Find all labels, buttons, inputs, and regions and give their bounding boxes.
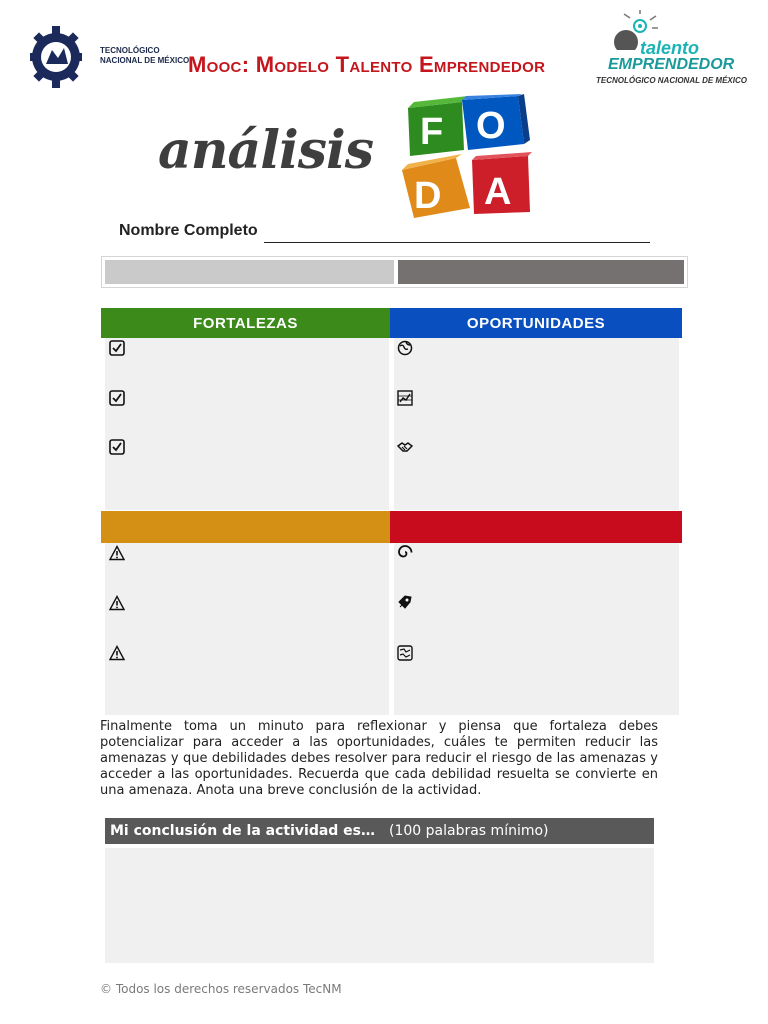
conclusion-header [105,818,654,844]
svg-text:O: O [476,105,506,147]
gear-seal-icon [30,24,82,90]
conclusion-textarea[interactable] [105,848,654,963]
amenazas-cell[interactable] [394,543,679,715]
info-bar-left[interactable] [105,260,394,284]
debilidades-cell[interactable] [105,543,389,715]
debilidades-header [101,511,390,543]
block-d [402,154,470,218]
handshake-icon [397,439,413,455]
oportunidades-header: OPORTUNIDADES [390,308,682,338]
info-bar-right[interactable] [398,260,684,284]
copyright-footer: © Todos los derechos reservados TecNM [100,982,342,996]
warning-icon [109,595,125,611]
institution-line-2: NACIONAL DE MÉXICO [100,56,190,65]
block-f [408,96,468,156]
analisis-title: análisis [158,120,374,181]
brand-emprendedor: EMPRENDEDOR [608,56,735,73]
svg-text:F: F [420,111,444,153]
reflection-paragraph: Finalmente toma un minuto para reflexionar y piensa que fortaleza debes potencializar para acceder a las oportunidades, cuáles te permiten reducir las amenazas y que debilidades debes resolver para reducir el riesgo de las amenazas y acceder a las oportunidades. Recuerda que cada debilidad resuelta se convierte en una amenaza. Anota una breve conclusión de la actividad. [100,719,658,798]
spiral-icon [397,544,413,560]
institution-name [100,46,189,66]
chart-icon [397,390,413,406]
name-label: Nombre Completo [119,222,258,239]
conclusion-note: (100 palabras mínimo) [389,823,549,839]
block-o [462,94,530,150]
brand-talento: talento [640,38,700,58]
conclusion-label: Mi conclusión de la actividad es… [110,823,376,839]
amenazas-header [390,511,682,543]
oportunidades-cell[interactable] [394,338,679,510]
fortalezas-cell[interactable] [105,338,389,510]
warning-icon [109,645,125,661]
globe-icon [397,340,413,356]
foda-blocks [400,94,535,220]
block-a [472,152,532,214]
checkbox-icon [109,439,125,455]
svg-text:A: A [484,171,512,213]
map-icon [397,645,413,661]
fortalezas-header: FORTALEZAS [101,308,390,338]
warning-icon [109,545,125,561]
checkbox-icon [109,340,125,356]
course-title: Mooc: Modelo Talento Emprendedor [188,52,546,77]
checkbox-icon [109,390,125,406]
info-bar [101,256,688,288]
svg-text:D: D [414,175,442,217]
name-input-line[interactable] [264,242,650,243]
institution-line-1: TECNOLÓGICO [100,46,160,55]
rocket-icon [397,594,413,610]
brand-tecnm: TECNOLÓGICO NACIONAL DE MÉXICO [596,76,747,85]
